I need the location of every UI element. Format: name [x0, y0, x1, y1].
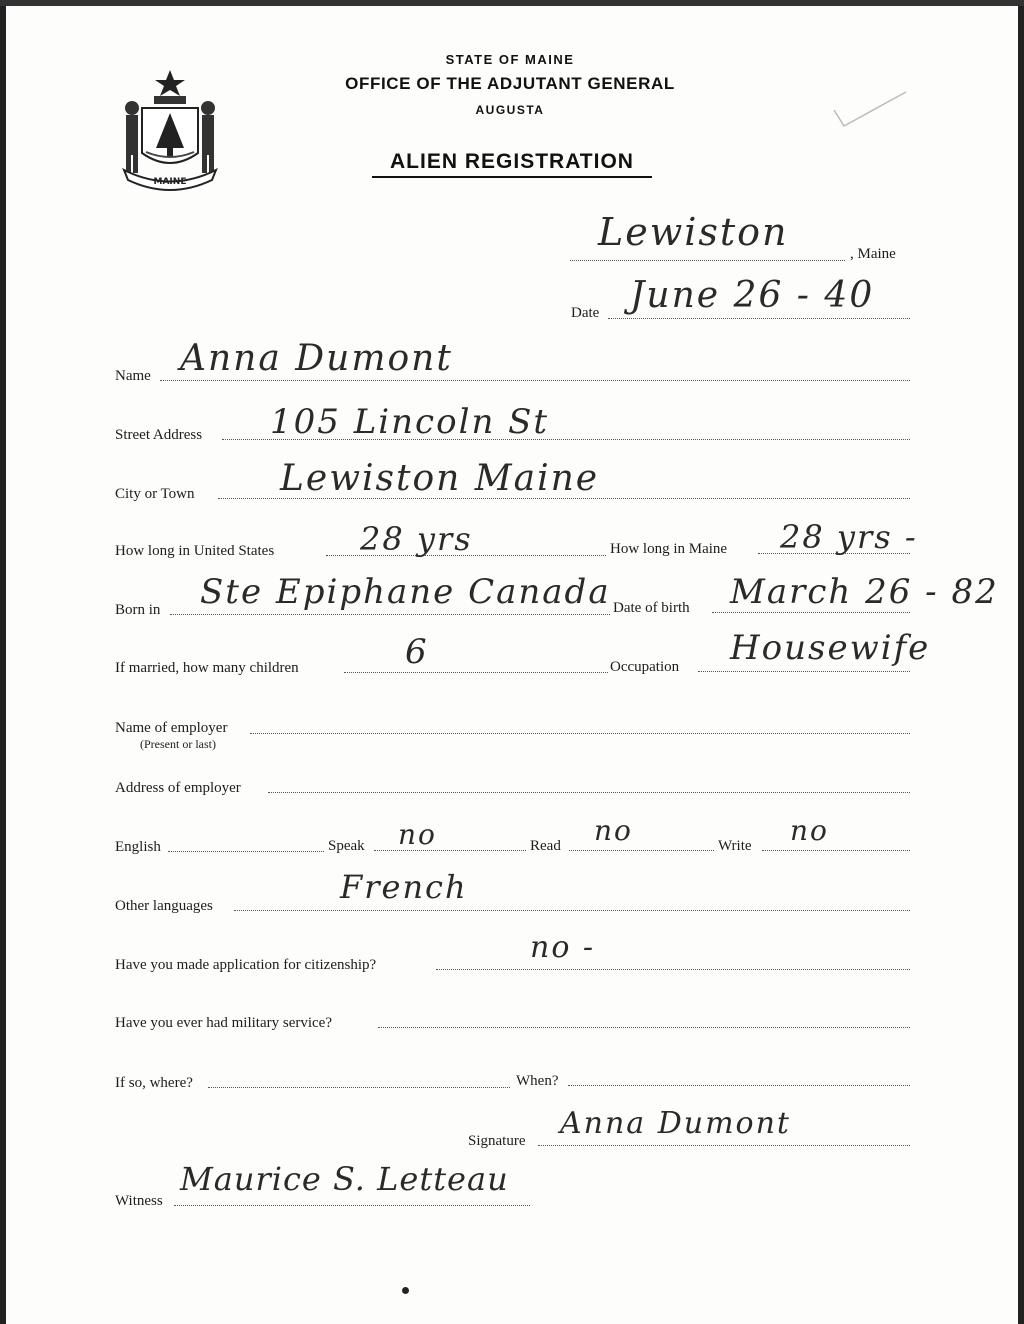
form-title: ALIEN REGISTRATION — [372, 150, 652, 178]
name-value[interactable]: Anna Dumont — [180, 338, 453, 379]
where-label: If so, where? — [115, 1075, 193, 1091]
military-label: Have you ever had military service? — [115, 1015, 332, 1031]
witness-line — [174, 1205, 530, 1206]
witness-label: Witness — [115, 1193, 163, 1209]
dob-value[interactable]: March 26 - 82 — [730, 572, 999, 612]
street-label: Street Address — [115, 427, 203, 443]
scan-border-right — [1018, 0, 1024, 1324]
speak-label: Speak — [328, 838, 365, 854]
when-line — [568, 1085, 910, 1086]
us-label: How long in United States — [115, 543, 275, 559]
write-label: Write — [718, 838, 752, 854]
speak-line — [374, 850, 526, 851]
witness-value[interactable]: Maurice S. Letteau — [180, 1160, 509, 1198]
occupation-value[interactable]: Housewife — [730, 628, 931, 668]
children-label: If married, how many children — [115, 660, 299, 676]
born-value[interactable]: Ste Epiphane Canada — [200, 572, 611, 612]
place-suffix: , Maine — [850, 246, 896, 262]
place-line — [570, 260, 845, 261]
header-state: STATE OF MAINE — [445, 52, 575, 67]
read-line — [569, 850, 714, 851]
employer-label: Name of employer — [115, 720, 228, 736]
born-line — [170, 614, 610, 615]
street-value[interactable]: 105 Lincoln St — [270, 402, 550, 442]
signature-line — [538, 1145, 910, 1146]
header-office: OFFICE OF THE ADJUTANT GENERAL — [345, 74, 675, 93]
employer-address-line — [268, 792, 910, 793]
citizenship-line — [436, 969, 910, 970]
children-value[interactable]: 6 — [405, 632, 429, 672]
maine-label: How long in Maine — [610, 541, 728, 557]
citizenship-label: Have you made application for citizenship? — [115, 957, 377, 973]
name-label: Name — [115, 368, 151, 384]
other-lang-label: Other languages — [115, 898, 213, 914]
city-label: City or Town — [115, 486, 195, 502]
signature-value[interactable]: Anna Dumont — [560, 1106, 791, 1141]
write-value[interactable]: no — [790, 814, 829, 847]
dob-line — [712, 612, 910, 613]
when-label: When? — [516, 1073, 559, 1089]
date-line — [608, 318, 910, 319]
read-value[interactable]: no — [594, 814, 633, 847]
other-lang-line — [234, 910, 910, 911]
children-line — [344, 672, 608, 673]
military-line — [378, 1027, 910, 1028]
employer-address-label: Address of employer — [115, 780, 241, 796]
occupation-line — [698, 671, 910, 672]
other-lang-value[interactable]: French — [340, 868, 468, 906]
employer-sublabel: (Present or last) — [140, 737, 216, 751]
where-line — [208, 1087, 510, 1088]
occupation-label: Occupation — [610, 659, 680, 675]
maine-value[interactable]: 28 yrs - — [780, 518, 918, 556]
employer-line — [250, 733, 910, 734]
check-mark-icon — [830, 88, 910, 128]
place-value[interactable]: Lewiston — [598, 210, 789, 254]
citizenship-value[interactable]: no - — [530, 930, 596, 965]
read-label: Read — [530, 838, 561, 854]
header-city: AUGUSTA — [475, 103, 545, 117]
dob-label: Date of birth — [613, 600, 690, 616]
scan-border-top — [0, 0, 1024, 6]
us-value[interactable]: 28 yrs — [360, 520, 473, 558]
signature-label: Signature — [468, 1133, 526, 1149]
write-line — [762, 850, 910, 851]
born-label: Born in — [115, 602, 161, 618]
city-value[interactable]: Lewiston Maine — [280, 458, 600, 499]
name-line — [160, 380, 910, 381]
date-label: Date — [571, 305, 600, 321]
date-value[interactable]: June 26 - 40 — [630, 275, 875, 316]
english-label: English — [115, 839, 161, 855]
english-line — [168, 851, 324, 852]
speak-value[interactable]: no — [398, 818, 437, 851]
seal-banner-text: MAINE — [153, 177, 187, 187]
punch-mark — [402, 1287, 409, 1294]
scan-border-left — [0, 0, 6, 1324]
